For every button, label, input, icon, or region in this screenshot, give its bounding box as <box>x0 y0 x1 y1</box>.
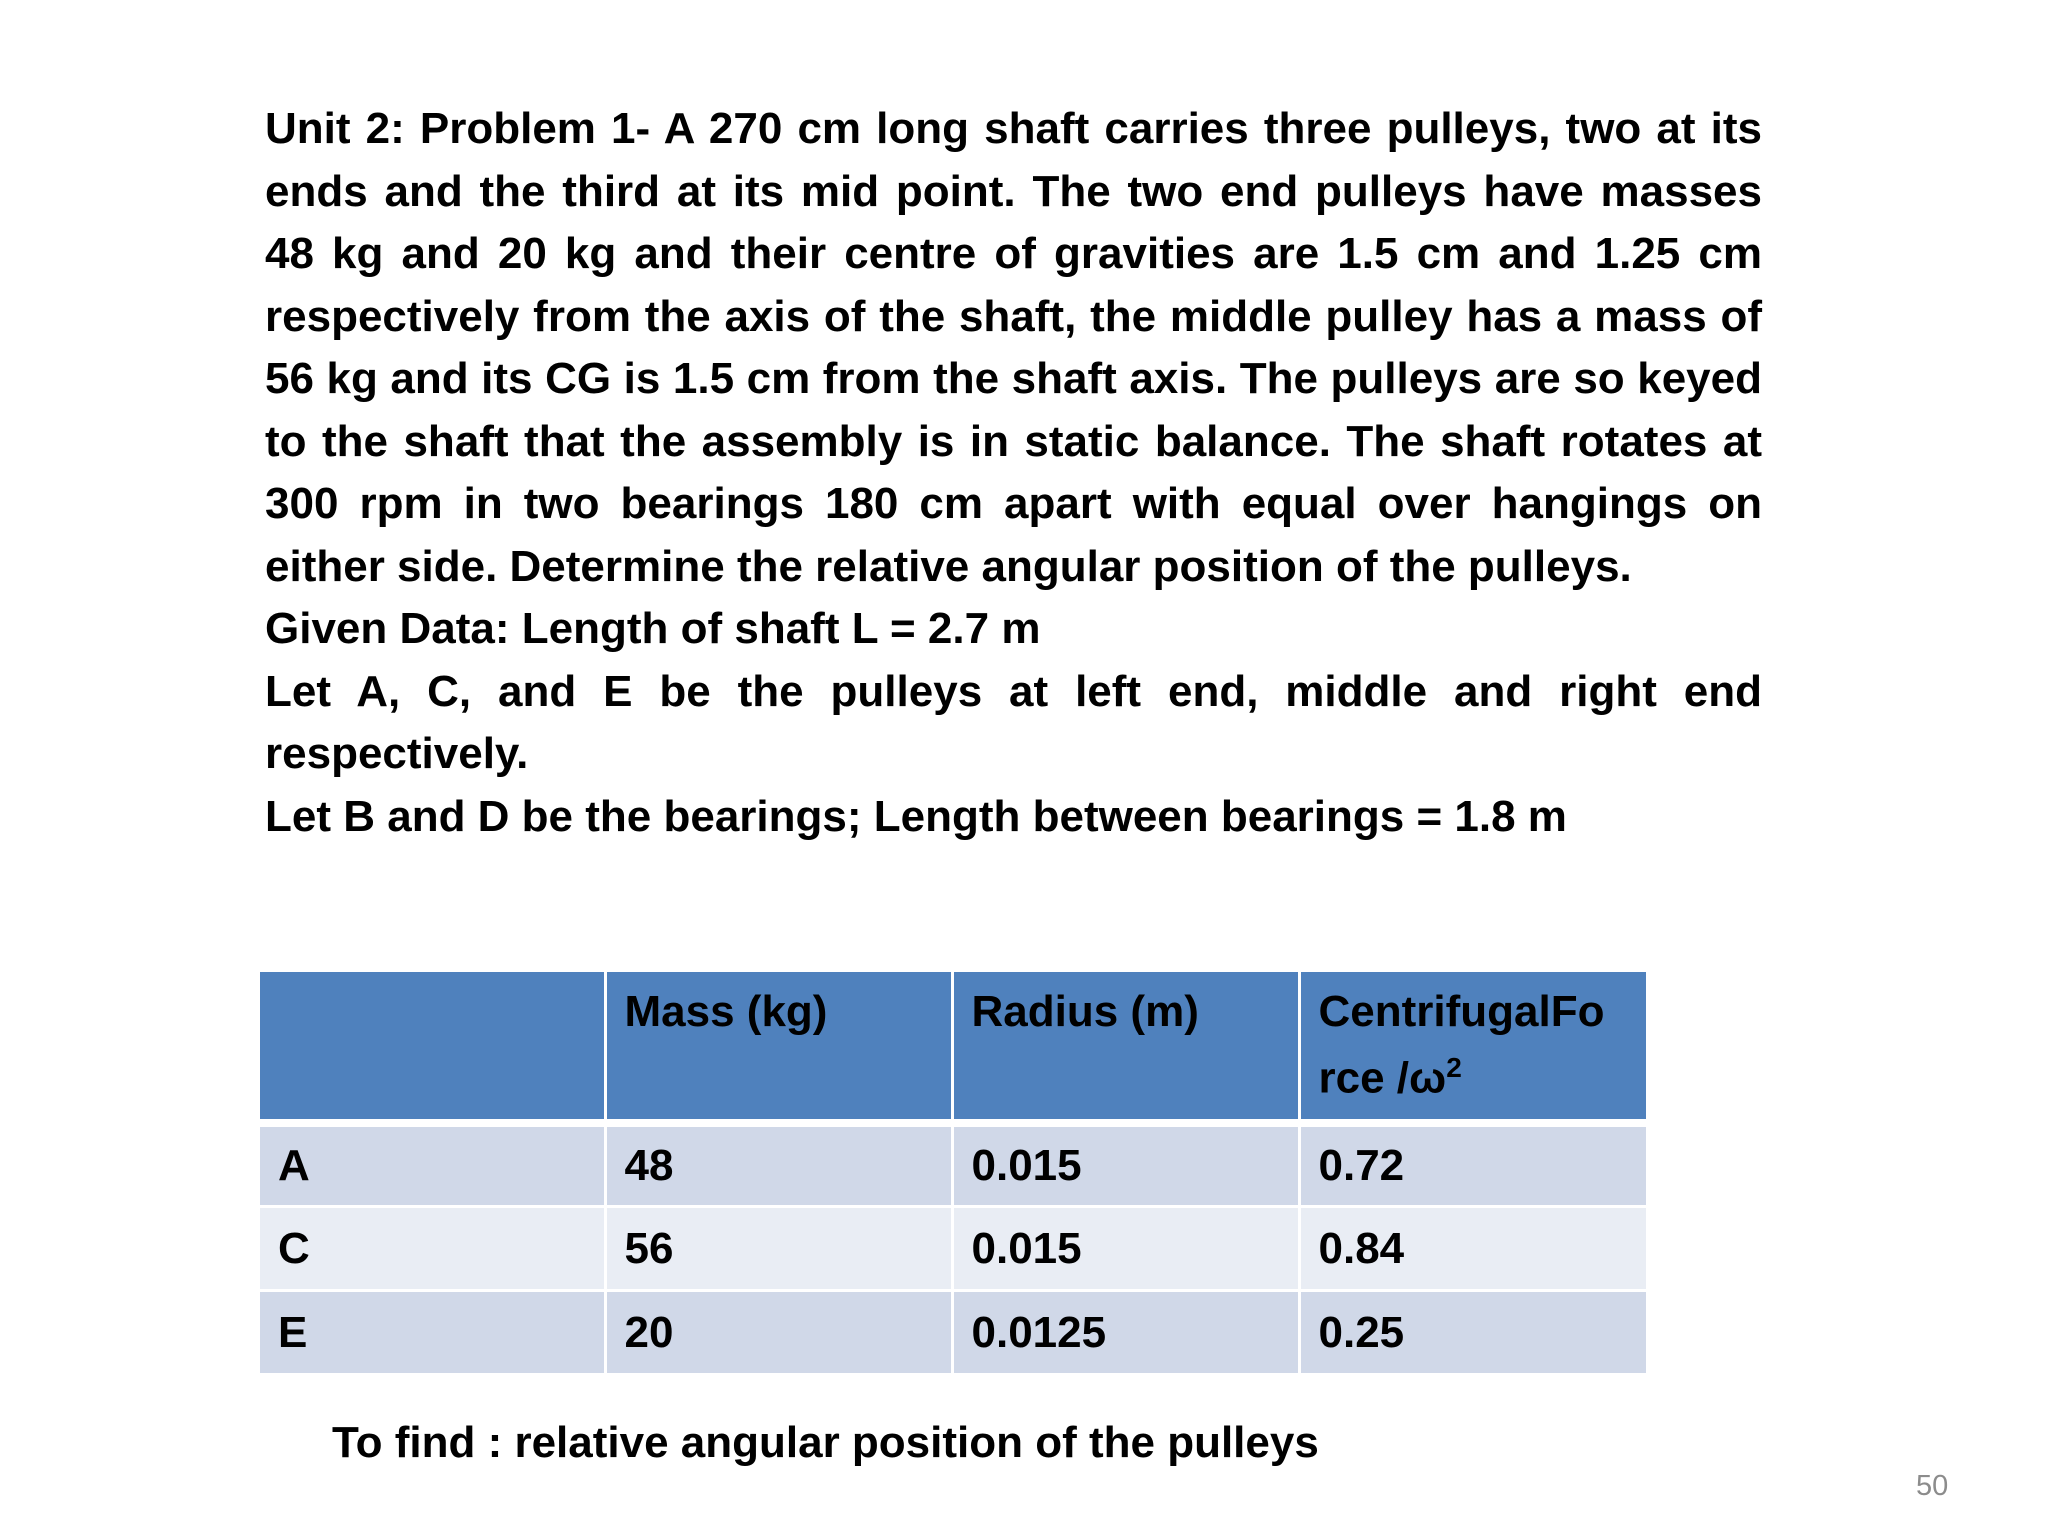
mass-cell: 20 <box>605 1291 952 1375</box>
force-cell: 0.72 <box>1299 1123 1647 1207</box>
mass-cell: 56 <box>605 1207 952 1291</box>
force-cell: 0.84 <box>1299 1207 1647 1291</box>
to-find-statement: To find : relative angular position of the pulleys <box>332 1418 1319 1467</box>
table-row <box>260 1207 1647 1291</box>
pulley-label-cell: A <box>260 1123 605 1207</box>
pulley-label-cell: E <box>260 1291 605 1375</box>
page-number: 50 <box>1916 1470 1949 1502</box>
header-cell-centrifugal-force <box>1299 971 1647 1123</box>
pulley-definition-line: Let A, C, and E be the pulleys at left end, middle and right end respectively. <box>265 666 1762 778</box>
force-cell: 0.25 <box>1299 1291 1647 1375</box>
bearing-definition-line: Let B and D be the bearings; Length between bearings = 1.8 m <box>265 791 1567 841</box>
table-row <box>260 1123 1647 1207</box>
table-row <box>260 1291 1647 1375</box>
header-cell-radius: Radius (m) <box>952 971 1299 1123</box>
problem-paragraph: Unit 2: Problem 1- A 270 cm long shaft carries three pulleys, two at its ends and the third at its mid point. The two end pulleys have masses 48 kg and 20 kg and their centre of gravities are 1.5 cm and 1.25 cm respectively from the axis of the shaft, the middle pulley has a mass of 56 kg and its CG is 1.5 cm from the shaft axis. The pulleys are so keyed to the shaft that the assembly is in static balance. The shaft rotates at 300 rpm in two bearings 180 cm apart with equal over hangings on either side. Determine the relative angular position of the pulleys. <box>265 104 1762 591</box>
table-header-row <box>260 971 1647 1123</box>
problem-statement <box>265 98 1762 848</box>
header-cell-blank <box>260 971 605 1123</box>
header-force-superscript: 2 <box>1446 1052 1462 1083</box>
header-cell-mass: Mass (kg) <box>605 971 952 1123</box>
given-data-line: Given Data: Length of shaft L = 2.7 m <box>265 604 1041 653</box>
header-force-text-2: rce /ω <box>1318 1053 1447 1103</box>
pulley-label-cell: C <box>260 1207 605 1291</box>
header-force-text-1: CentrifugalFo <box>1318 987 1605 1036</box>
pulley-data-table <box>260 969 1649 1376</box>
mass-cell: 48 <box>605 1123 952 1207</box>
radius-cell: 0.015 <box>952 1123 1299 1207</box>
radius-cell: 0.0125 <box>952 1291 1299 1375</box>
radius-cell: 0.015 <box>952 1207 1299 1291</box>
